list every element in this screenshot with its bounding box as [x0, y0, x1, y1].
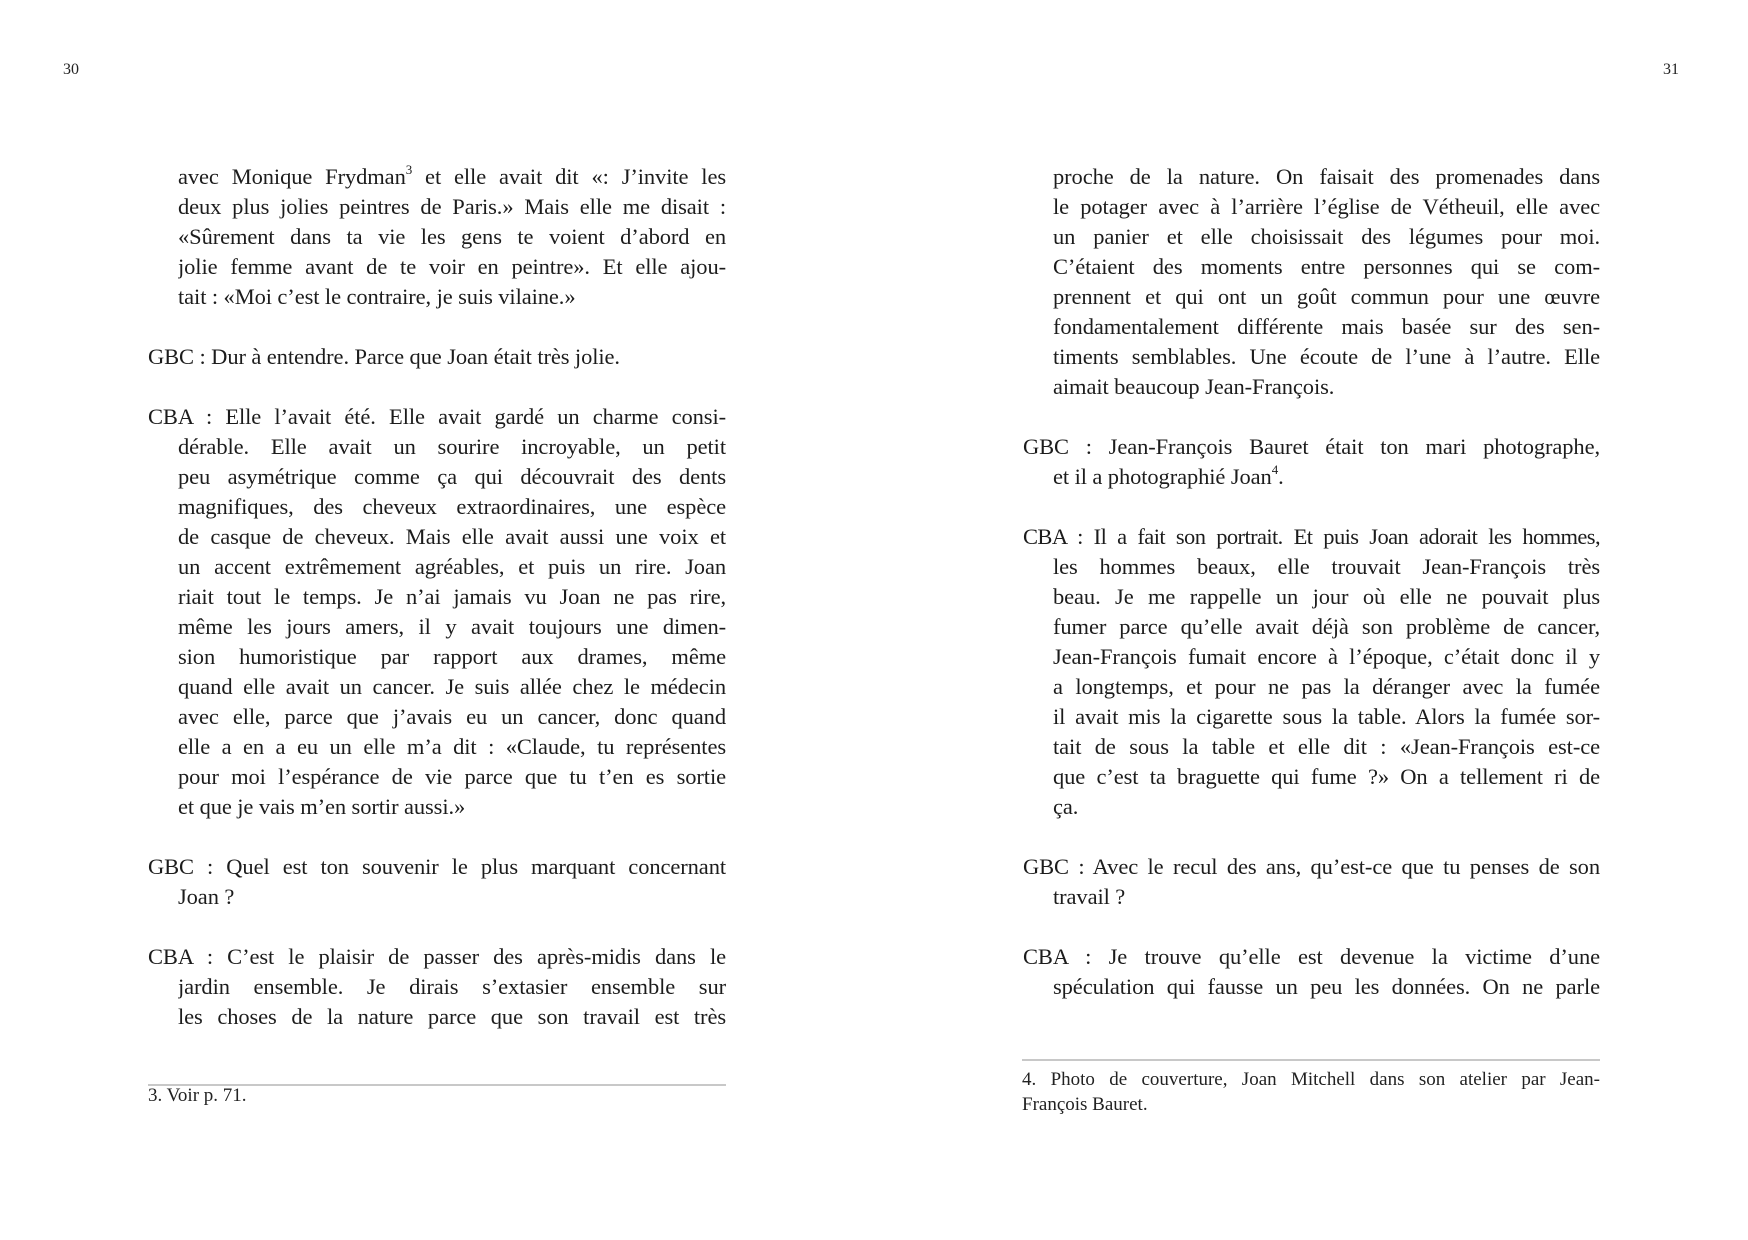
- text-line: et que je vais m’en sortir aussi.»: [178, 794, 466, 819]
- text-line: timents semblables. Une écoute de l’une à l’autre. Elle: [1053, 344, 1600, 369]
- text-line: tait : «Moi c’est le contraire, je suis vilaine.»: [178, 284, 576, 309]
- text-line: que c’est ta braguette qui fume ?» On a tellement ri de: [1053, 764, 1600, 789]
- text-line: fumer parce qu’elle avait déjà son problème de cancer,: [1053, 614, 1600, 639]
- text-line: aimait beaucoup Jean-François.: [1053, 374, 1335, 399]
- text-line: CBA : Il a fait son portrait. Et puis Joan adorait les hommes,: [1023, 524, 1600, 549]
- text-line: GBC : Quel est ton souvenir le plus marquant concernant: [148, 854, 726, 879]
- page-number: 31: [1663, 61, 1679, 78]
- text-line: un accent extrêmement agréables, et puis un rire. Joan: [178, 554, 726, 579]
- text-line: avec elle, parce que j’avais eu un cancer, donc quand: [178, 704, 726, 729]
- text-line: CBA : Elle l’avait été. Elle avait gardé un charme consi-: [148, 404, 726, 429]
- text-line: les hommes beaux, elle trouvait Jean-François très: [1053, 554, 1600, 579]
- text-line: spéculation qui fausse un peu les données. On ne parle: [1053, 974, 1600, 999]
- text-line: GBC : Avec le recul des ans, qu’est-ce que tu penses de son: [1023, 854, 1600, 879]
- footnote: 3. Voir p. 71.: [148, 1085, 247, 1106]
- text-line: de casque de cheveux. Mais elle avait aussi une voix et: [178, 524, 726, 549]
- text-line: C’étaient des moments entre personnes qui se com-: [1053, 254, 1600, 279]
- text-line: jardin ensemble. Je dirais s’extasier ensemble sur: [178, 974, 726, 999]
- text-line: prennent et qui ont un goût commun pour une œuvre: [1053, 284, 1600, 309]
- right-page: [874, 0, 1748, 1240]
- text-line: ça.: [1053, 794, 1079, 819]
- text-line: «Sûrement dans ta vie les gens te voient d’abord en: [178, 224, 726, 249]
- text-line: dérable. Elle avait un sourire incroyable, un petit: [178, 434, 726, 459]
- text-line: GBC : Dur à entendre. Parce que Joan était très jolie.: [148, 344, 620, 369]
- text-line: a longtemps, et pour ne pas la déranger avec la fumée: [1053, 674, 1600, 699]
- footnote-ref[interactable]: 3: [405, 162, 413, 177]
- text-line: peu asymétrique comme ça qui découvrait des dents: [178, 464, 726, 489]
- footnote: François Bauret.: [1022, 1094, 1148, 1115]
- text-line: avec Monique Frydman$^3$ et elle avait dit «: J’invite les: [178, 162, 726, 189]
- text-line: jolie femme avant de te voir en peintre». Et elle ajou-: [178, 254, 726, 279]
- text-line: elle a en a eu un elle m’a dit : «Claude, tu représentes: [178, 734, 726, 759]
- text-line: GBC : Jean-François Bauret était ton mari photographe,: [1023, 434, 1600, 459]
- footnote-rule: [1022, 1059, 1600, 1061]
- text-line: proche de la nature. On faisait des promenades dans: [1053, 164, 1600, 189]
- text-line: pour moi l’espérance de vie parce que tu t’en es sortie: [178, 764, 726, 789]
- text-line: magnifiques, des cheveux extraordinaires, une espèce: [178, 494, 726, 519]
- text-line: il avait mis la cigarette sous la table. Alors la fumée sor-: [1053, 704, 1600, 729]
- text-line: riait tout le temps. Je n’ai jamais vu Joan ne pas rire,: [178, 584, 726, 609]
- text-line: deux plus jolies peintres de Paris.» Mais elle me disait :: [178, 194, 726, 219]
- text-line: fondamentalement différente mais basée sur des sen-: [1053, 314, 1600, 339]
- text-line: Joan ?: [178, 884, 235, 909]
- page-number: 30: [63, 61, 79, 78]
- text-line: CBA : C’est le plaisir de passer des après-midis dans le: [148, 944, 726, 969]
- text-line: quand elle avait un cancer. Je suis allée chez le médecin: [178, 674, 726, 699]
- text-line: tait de sous la table et elle dit : «Jean-François est-ce: [1053, 734, 1600, 759]
- text-line: beau. Je me rappelle un jour où elle ne pouvait plus: [1053, 584, 1600, 609]
- text-line: le potager avec à l’arrière l’église de Vétheuil, elle avec: [1053, 194, 1600, 219]
- text-line: et il a photographié Joan$^4$.: [1053, 461, 1284, 489]
- text-line: Jean-François fumait encore à l’époque, c’était donc il y: [1053, 644, 1600, 669]
- footnote-ref[interactable]: 4: [1271, 461, 1279, 477]
- text-line: CBA : Je trouve qu’elle est devenue la victime d’une: [1023, 944, 1600, 969]
- text-line: travail ?: [1053, 884, 1126, 909]
- text-line: sion humoristique par rapport aux drames, même: [178, 644, 726, 669]
- text-line: un panier et elle choisissait des légumes pour moi.: [1053, 224, 1600, 249]
- text-line: même les jours amers, il y avait toujours une dimen-: [178, 614, 726, 639]
- text-line: les choses de la nature parce que son travail est très: [178, 1004, 726, 1029]
- footnote: 4. Photo de couverture, Joan Mitchell dans son atelier par Jean-: [1022, 1069, 1600, 1090]
